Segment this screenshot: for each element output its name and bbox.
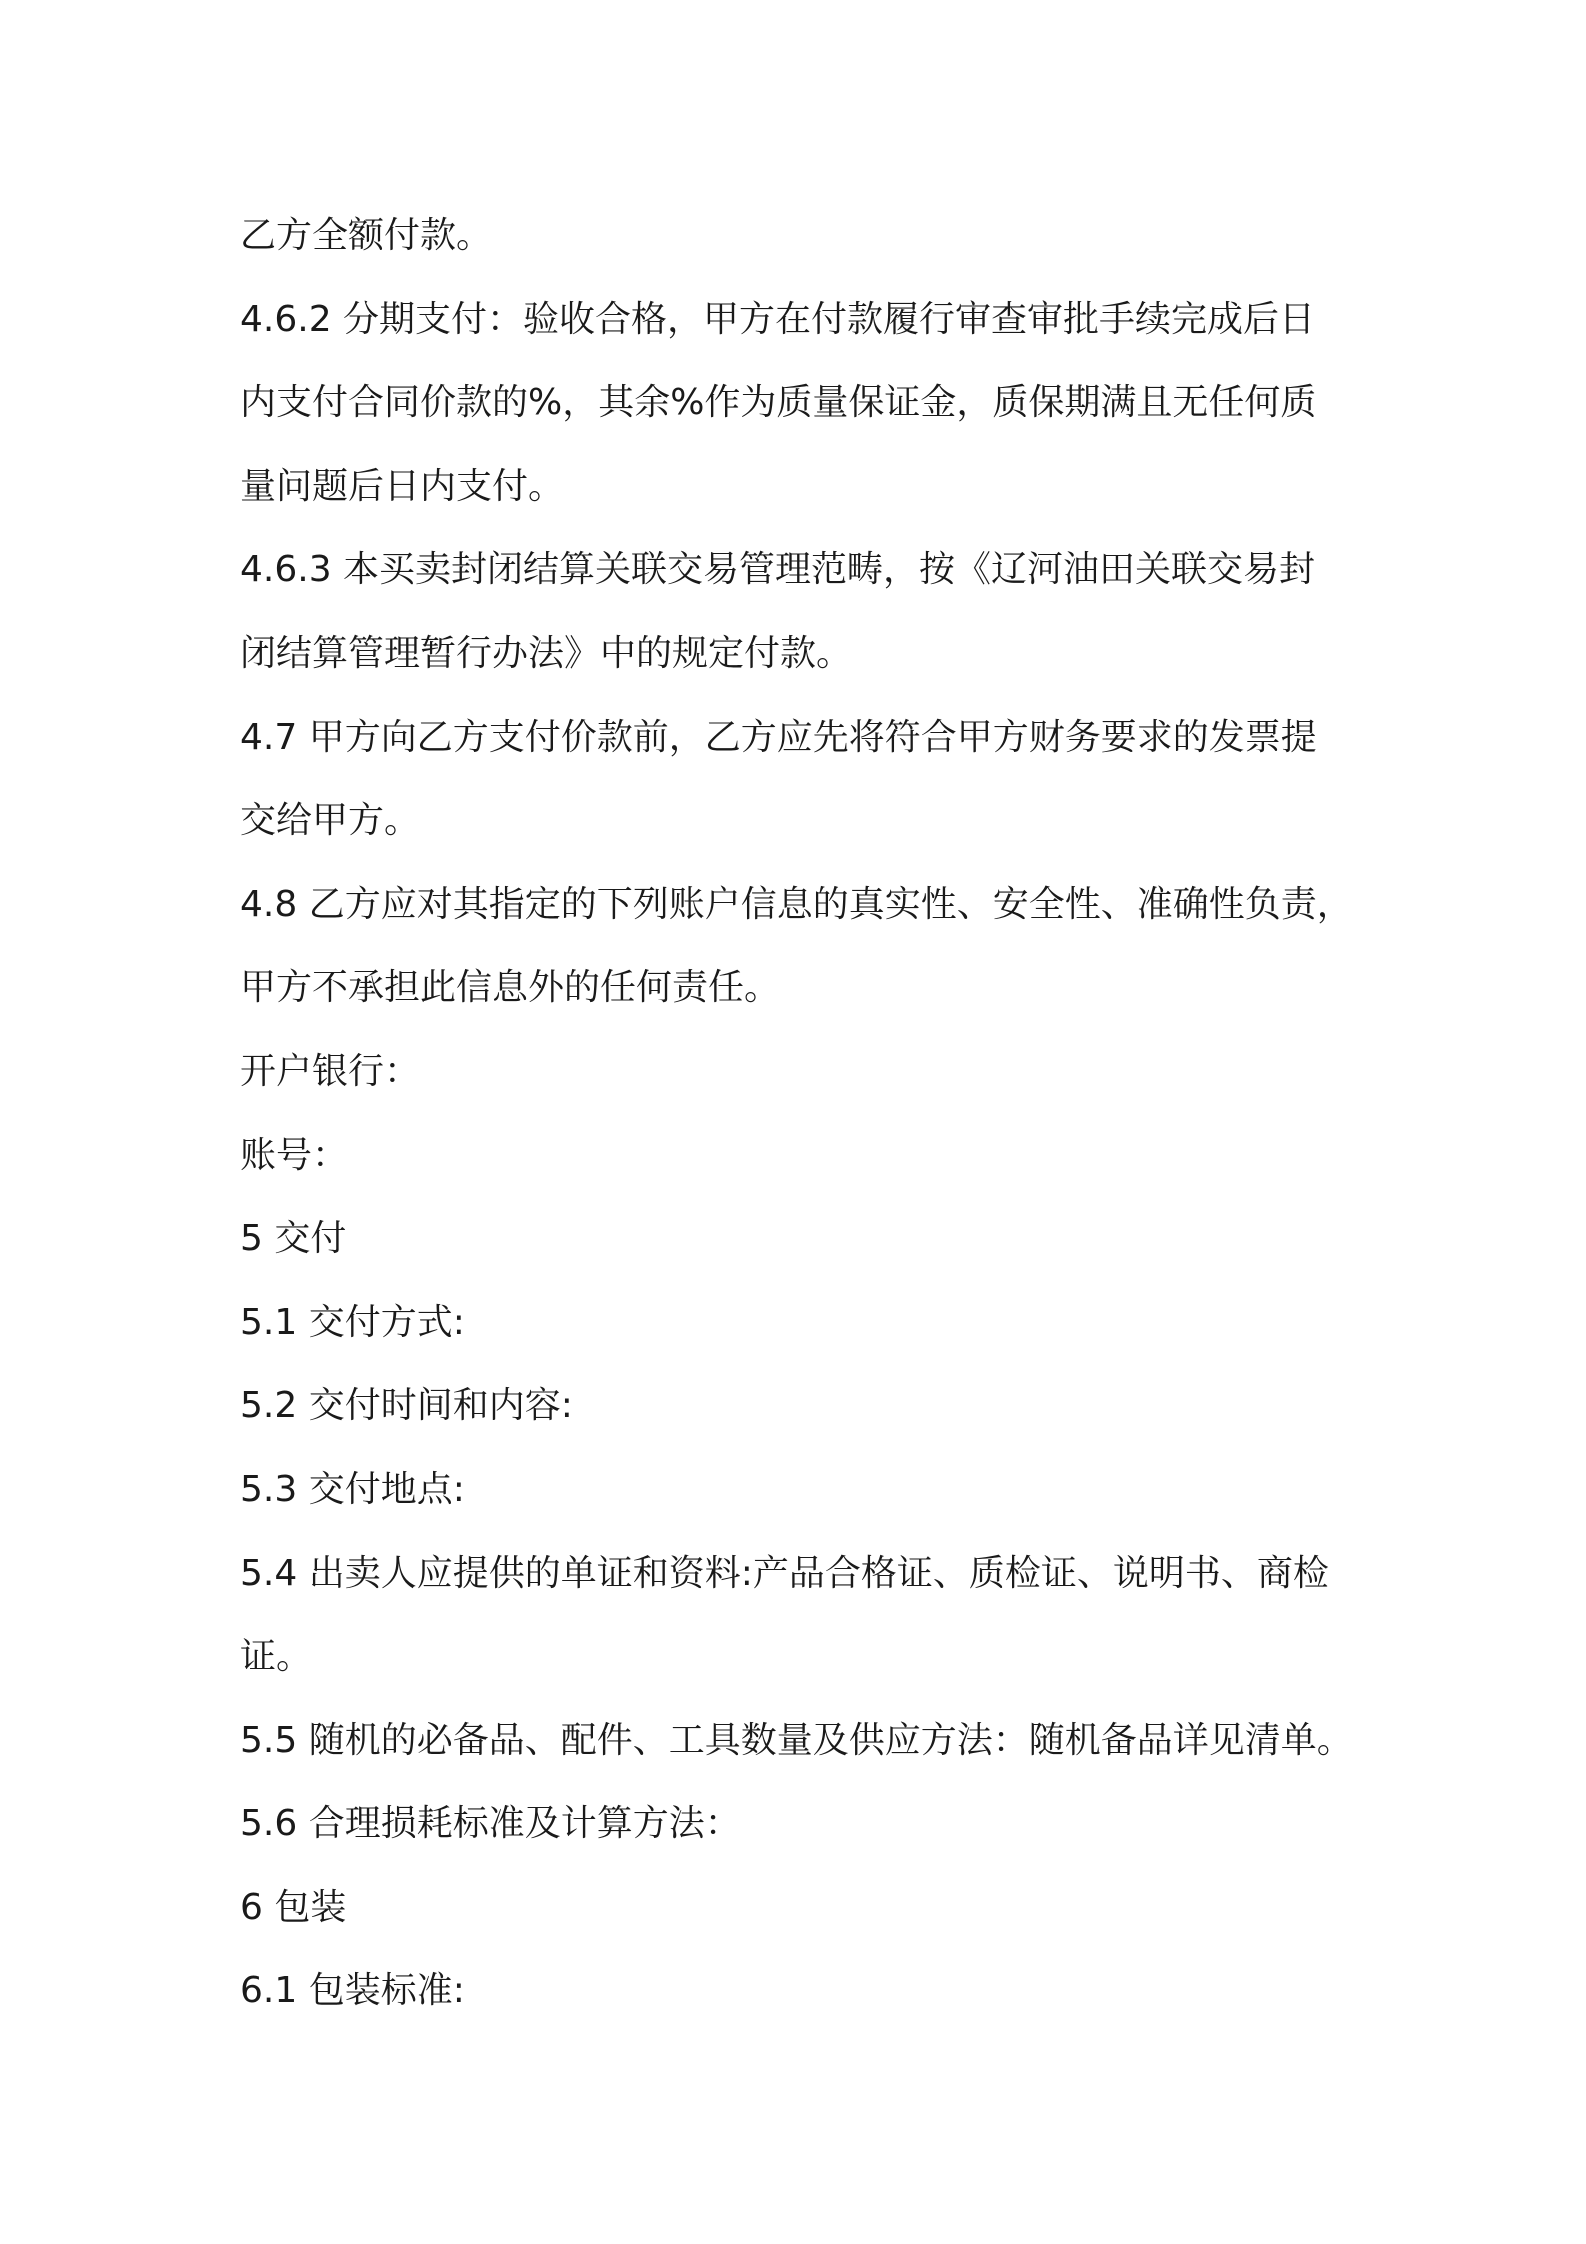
paragraph-5-5 <box>240 1699 1355 1783</box>
section-heading-5 <box>240 1197 1355 1281</box>
paragraph-5-4 <box>240 1532 1355 1699</box>
text-line: 4.8 乙方应对其指定的下列账户信息的真实性、安全性、准确性负责， <box>240 883 1353 925</box>
text-line: 5.1 交付方式: <box>240 1301 465 1343</box>
text-line: 5.3 交付地点: <box>240 1468 465 1510</box>
text-line: 6.1 包装标准: <box>240 1970 465 2012</box>
paragraph-6-1 <box>240 1949 1355 2033</box>
section-title: 6 包装 <box>240 1886 347 1928</box>
paragraph-4-8 <box>240 863 1355 1030</box>
text-line: 量问题后日内支付。 <box>240 465 565 507</box>
paragraph-5-1 <box>240 1281 1355 1365</box>
paragraph-5-2 <box>240 1364 1355 1448</box>
paragraph-4-6-1-tail <box>240 194 1355 278</box>
paragraph-account <box>240 1114 1355 1198</box>
text-line: 5.2 交付时间和内容: <box>240 1385 573 1427</box>
text-line: 甲方不承担此信息外的任何责任。 <box>240 967 781 1009</box>
text-line: 4.7 甲方向乙方支付价款前，乙方应先将符合甲方财务要求的发票提 <box>240 716 1317 758</box>
text-line: 交给甲方。 <box>240 800 421 842</box>
text-line: 5.5 随机的必备品、配件、工具数量及供应方法：随机备品详见清单。 <box>240 1719 1353 1761</box>
paragraph-5-6 <box>240 1782 1355 1866</box>
text-line: 乙方全额付款。 <box>240 215 493 256</box>
bank-label: 开户银行： <box>240 1050 421 1092</box>
section-heading-6 <box>240 1866 1355 1950</box>
text-line: 5.4 出卖人应提供的单证和资料:产品合格证、质检证、说明书、商检 <box>240 1552 1329 1594</box>
text-line: 4.6.3 本买卖封闭结算关联交易管理范畴，按《辽河油田关联交易封 <box>240 549 1316 591</box>
text-line: 4.6.2 分期支付：验收合格，甲方在付款履行审查审批手续完成后日 <box>240 298 1316 340</box>
document-body <box>240 194 1355 2033</box>
paragraph-bank <box>240 1030 1355 1114</box>
paragraph-5-3 <box>240 1448 1355 1532</box>
text-line: 内支付合同价款的%，其余%作为质量保证金，质保期满且无任何质 <box>240 382 1317 424</box>
text-line: 闭结算管理暂行办法》中的规定付款。 <box>240 632 853 674</box>
paragraph-4-6-2 <box>240 278 1355 529</box>
text-line: 证。 <box>240 1636 313 1678</box>
paragraph-4-7 <box>240 696 1355 863</box>
section-title: 5 交付 <box>240 1218 347 1260</box>
text-line: 5.6 合理损耗标准及计算方法： <box>240 1803 741 1845</box>
paragraph-4-6-3 <box>240 528 1355 695</box>
account-label: 账号： <box>240 1134 349 1176</box>
